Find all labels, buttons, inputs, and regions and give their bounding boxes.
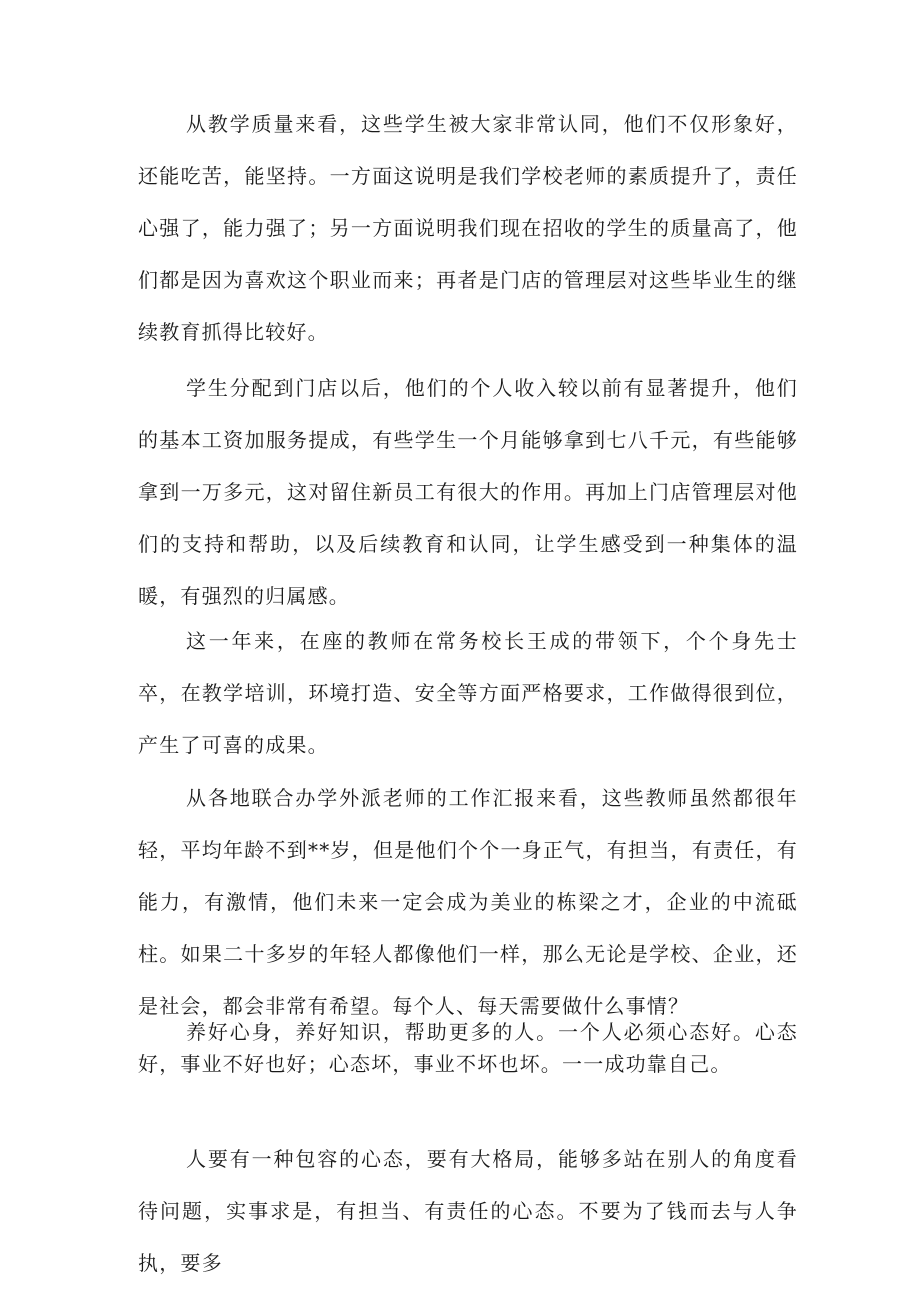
- paragraph-teachers-year: 这一年来，在座的教师在常务校长王成的带领下，个个身先士卒，在教学培训，环境打造、安全等方面严格要求，工作做得很到位，产生了可喜的成果。: [138, 629, 798, 757]
- paragraph-student-income: 学生分配到门店以后，他们的个人收入较以前有显著提升，他们的基本工资加服务提成，有些学生一个月能够拿到七八千元，有些能够拿到一万多元，这对留住新员工有很大的作用。再加上门店管理层对他们的支持和帮助，以及后续教育和认同，让学生感受到一种集体的温暖，有强烈的归属感。: [138, 376, 798, 608]
- paragraph-mindset: 养好心身，养好知识，帮助更多的人。一个人必须心态好。心态好，事业不好也好；心态坏，事业不坏也坏。一一成功靠自己。: [138, 1020, 798, 1076]
- paragraph-remote-teachers: 从各地联合办学外派老师的工作汇报来看，这些教师虽然都很年轻，平均年龄不到**岁，但是他们个个一身正气，有担当，有责任，有能力，有激情，他们未来一定会成为美业的栋梁之才，企业的中流砥柱。如果二十多岁的年轻人都像他们一样，那么无论是学校、企业，还是社会，都会非常有希望。每个人、每天需要做什么事情？: [138, 786, 798, 1018]
- paragraph-teaching-quality: 从教学质量来看，这些学生被大家非常认同，他们不仅形象好，还能吃苦，能坚持。一方面这说明是我们学校老师的素质提升了，责任心强了，能力强了；另一方面说明我们现在招收的学生的质量高了，他们都是因为喜欢这个职业而来；再者是门店的管理层对这些毕业生的继续教育抓得比较好。: [138, 112, 798, 344]
- paragraph-tolerance: 人要有一种包容的心态，要有大格局，能够多站在别人的角度看待问题，实事求是，有担当、有责任的心态。不要为了钱而去与人争执，要多: [138, 1147, 798, 1275]
